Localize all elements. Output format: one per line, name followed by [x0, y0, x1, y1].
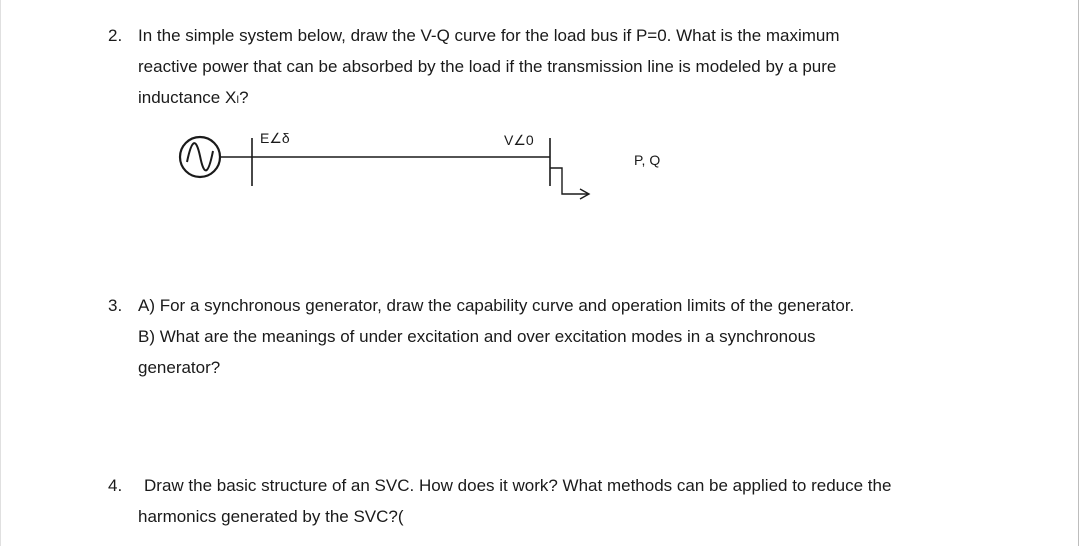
question-number: 3.: [108, 296, 123, 315]
question-number: 2.: [108, 26, 123, 45]
question-line: harmonics generated by the SVC?(: [138, 507, 404, 526]
power-system-diagram: [160, 120, 680, 200]
question-line: generator?: [138, 358, 221, 377]
question-line: In the simple system below, draw the V-Q curve for the load bus if P=0. What is the maximum: [138, 26, 840, 45]
question-4: [108, 470, 891, 532]
question-text: [138, 20, 840, 113]
question-3: [108, 290, 854, 383]
sine-wave-icon: [187, 143, 213, 170]
question-line: inductance Xₗ?: [138, 88, 249, 107]
load-voltage-label: V∠0: [504, 132, 534, 148]
question-text: [138, 470, 891, 532]
question-line: Draw the basic structure of an SVC. How does it work? What methods can be applied to reduce the: [144, 476, 892, 495]
question-text: [138, 290, 854, 383]
question-number: 4.: [108, 476, 123, 495]
question-line: A) For a synchronous generator, draw the capability curve and operation limits of the generator.: [138, 296, 855, 315]
question-2: [108, 20, 840, 113]
question-line: B) What are the meanings of under excitation and over excitation modes in a synchronous: [138, 327, 816, 346]
circuit-schematic: [160, 120, 680, 200]
question-line: reactive power that can be absorbed by the load if the transmission line is modeled by a pure: [138, 57, 837, 76]
source-voltage-label: E∠δ: [260, 130, 290, 146]
load-power-label: P, Q: [634, 152, 661, 168]
